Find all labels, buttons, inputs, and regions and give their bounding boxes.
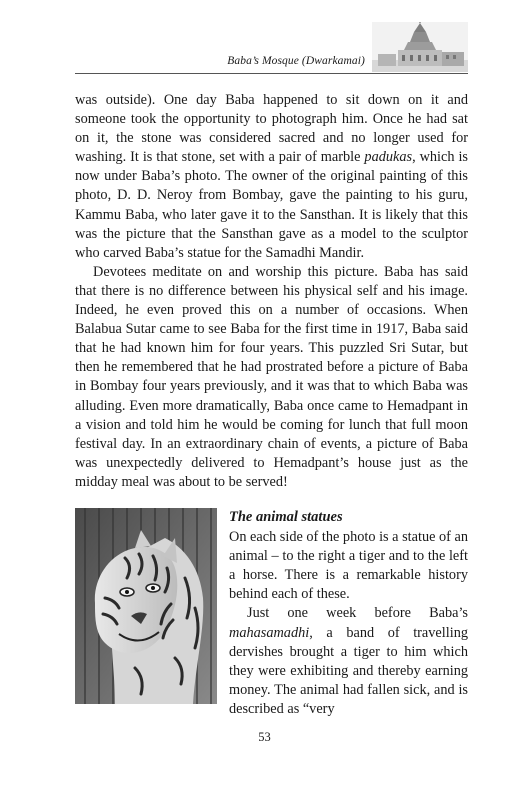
paragraph-mahasamadhi: Just one week before Baba’s mahasamadhi, a band of travelling dervishes brought a tiger to him which they were exhibiting and thereby earning money. The animal had fallen sick, and is described as “very (229, 605, 468, 717)
running-head-title: Baba’s Mosque (Dwarkamai) (227, 55, 365, 67)
tiger-statue-photo (75, 508, 217, 704)
section-heading: The animal statues (229, 509, 343, 525)
temple-thumbnail-image (372, 22, 468, 72)
header-rule (75, 73, 468, 74)
body-text (75, 91, 468, 492)
animal-statues-section (229, 508, 468, 719)
italic-term: mahasamadhi (229, 624, 310, 641)
paragraph-continuation: was outside). One day Baba happened to sit down on it and someone took the opportunity to photograph him. Once he had sat on it, the stone was considered sacred and no longer used for washing. It is that stone, set with a pair of marble padukas, which is now under Baba’s photo. The owner of the original painting of this photo, D. D. Neroy from Bombay, gave the painting to his guru, Kammu Baba, who later gave it to the Sansthan. It is likely that this was the picture that the Sansthan gave as a model to the sculptor who carved Baba’s statue for the Samadhi Mandir. (75, 92, 468, 261)
page-number: 53 (258, 730, 271, 744)
italic-term: padukas (364, 149, 413, 166)
paragraph-devotees: Devotees meditate on and worship this picture. Baba has said that there is no difference between his physical self and his image. Indeed, he even proved this on a number of occasions. When Balabua Sutar came to see Baba for the first time in 1917, Baba said that he had known him for four years. This puzzled Sri Sutar, but then he remembered that he had prostrated before a picture of Baba in Bombay four years previously, and it was that to which Baba was alluding. Even more dramatically, Baba once came to Hemadpant in a vision and told him he would be coming for lunch that full moon festival day. In an extraordinary chain of events, a picture of Baba was unexpectedly delivered to Hemadpant’s house just as the midday meal was about to be served! (75, 263, 468, 490)
paragraph-statues-intro: On each side of the photo is a statue of an animal – to the right a tiger and to the left a horse. There is a remarkable history behind each of these. (229, 529, 469, 603)
